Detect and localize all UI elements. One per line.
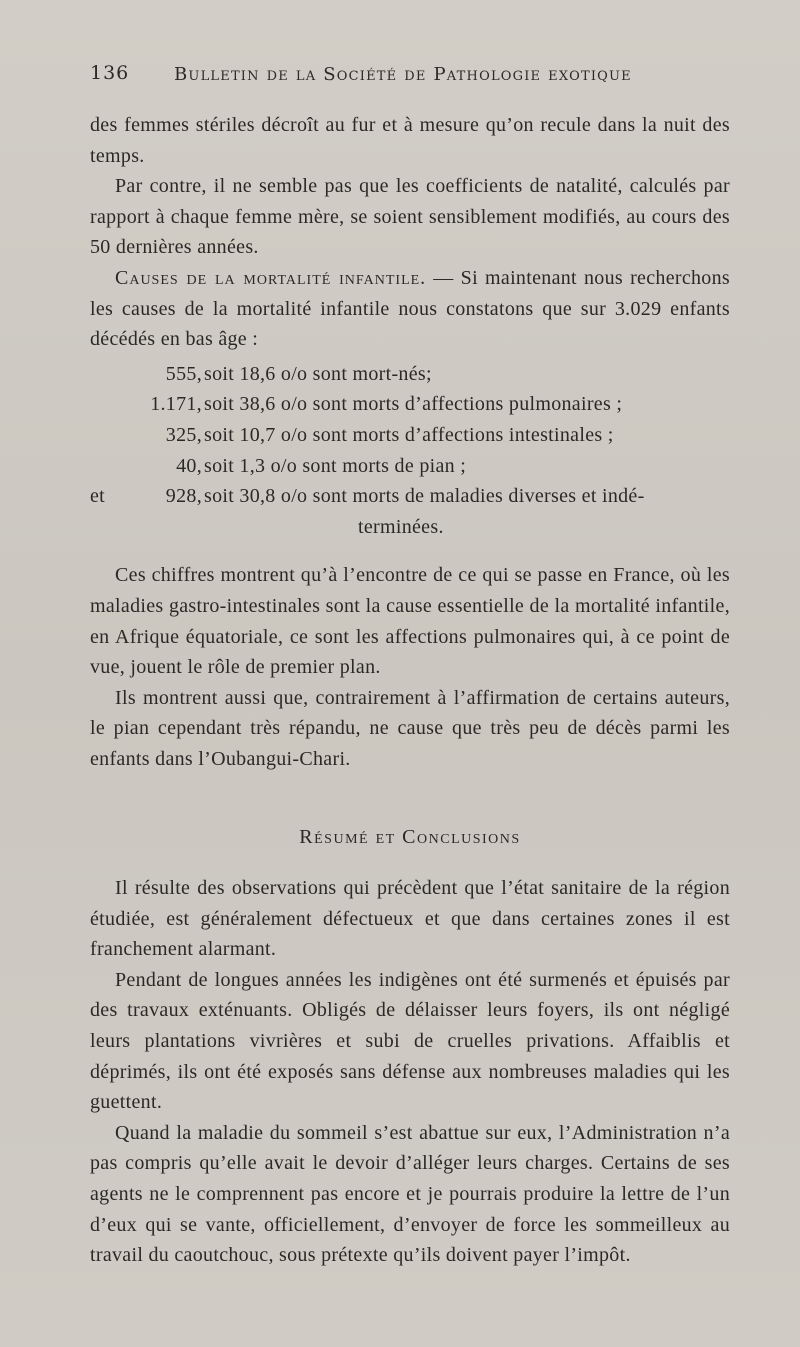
list-count: 928, — [165, 485, 202, 508]
list-prefix — [90, 359, 132, 390]
paragraph: Il résulte des observations qui précèdent que l’état sanitaire de la région étudiée, est généralement défectueux et que dans certaines zones il est franchement alarmant. — [90, 877, 730, 961]
list-count: 40, — [176, 454, 202, 477]
paragraph: Ces chiffres montrent qu’à l’encontre de ce qui se passe en France, où les maladies gastro-intestinales sont la cause essentielle de la mortalité infantile, en Afrique équatoriale, ce sont les affections pulmonaires qui, à ce point de vue, jouent le rôle de premier plan. — [90, 564, 730, 679]
list-continuation: terminées. — [358, 515, 444, 538]
list-count: 1.171, — [150, 393, 202, 416]
paragraph-text: — Si maintenant nous recherchons les causes de la mortalité infantile nous constatons que sur 3.029 enfants décédés en bas âge : — [90, 266, 730, 351]
list-text: soit 18,6 o/o sont mort-nés; — [204, 362, 432, 385]
paragraph: Quand la maladie du sommeil s’est abattue sur eux, l’Administration n’a pas compris qu’elle avait le devoir d’alléger leurs charges. Certains de ses agents ne le comprennent pas encore et je pourrais produire la lettre de l’un d’eux qui se vante, officiellement, d’envoyer de force les sommeilleux au travail du caoutchouc, sous prétexte qu’ils doivent payer l’impôt. — [90, 1121, 730, 1267]
list-text: soit 10,7 o/o sont morts d’affections intestinales ; — [204, 423, 614, 446]
list-item — [90, 389, 730, 420]
paragraph: Pendant de longues années les indigènes ont été surmenés et épuisés par des travaux exténuants. Obligés de délaisser leurs foyers, ils ont négligé leurs plantations vivrières et subi de cruelles privations. Affaiblis et déprimés, ils ont été exposés sans défense aux nombreuses maladies qui les guettent. — [90, 968, 730, 1114]
running-title: Bulletin de la Société de Pathologie exotique — [174, 64, 632, 85]
list-item — [90, 481, 730, 512]
list-prefix — [90, 451, 132, 482]
list-text: soit 30,8 o/o sont morts de maladies diverses et indé- — [204, 485, 645, 508]
page-header — [90, 62, 730, 96]
list-item — [90, 420, 730, 451]
spacer — [90, 542, 730, 560]
list-item — [90, 359, 730, 390]
list-text: soit 1,3 o/o sont morts de pian ; — [204, 454, 467, 477]
article-body — [90, 110, 730, 1271]
section-heading: Résumé et Conclusions — [299, 826, 521, 849]
mortality-list — [90, 359, 730, 543]
inline-heading: Causes de la mortalité infantile. — [115, 266, 427, 289]
paragraph: des femmes stériles décroît au fur et à mesure qu’on recule dans la nuit des temps. — [90, 114, 730, 167]
paragraph: Par contre, il ne semble pas que les coefficients de natalité, calculés par rapport à chaque femme mère, se soient sensiblement modifiés, au cours des 50 dernières années. — [90, 175, 730, 259]
list-prefix — [90, 420, 132, 451]
list-text: soit 38,6 o/o sont morts d’affections pulmonaires ; — [204, 393, 623, 416]
list-prefix — [90, 389, 132, 420]
list-count: 325, — [165, 423, 202, 446]
paragraph: Ils montrent aussi que, contrairement à l’affirmation de certains auteurs, le pian cependant très répandu, ne cause que très peu de décès parmi les enfants dans l’Oubangui-Chari. — [90, 686, 730, 770]
list-prefix: et — [90, 485, 106, 508]
paragraph — [90, 263, 730, 355]
list-count: 555, — [165, 362, 202, 385]
list-item — [90, 451, 730, 482]
page-number: 136 — [90, 62, 130, 84]
